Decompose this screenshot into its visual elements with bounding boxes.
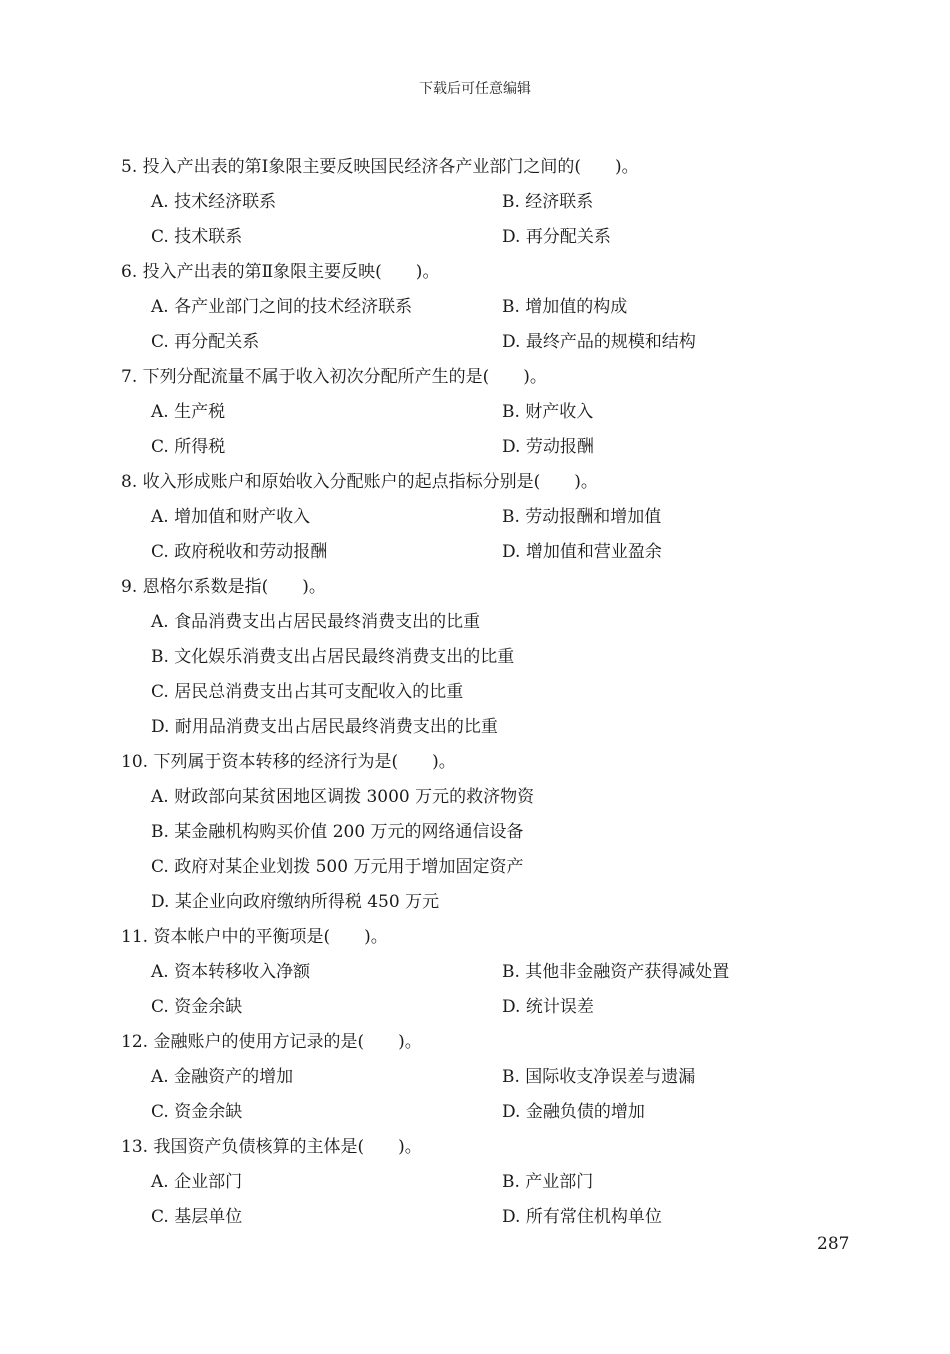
question-8-options-row-2	[121, 535, 821, 570]
question-13-options-row-1	[121, 1165, 821, 1200]
question-12-options-row-1	[121, 1060, 821, 1095]
question-5-stem: 5. 投入产出表的第Ⅰ象限主要反映国民经济各产业部门之间的( )。	[121, 157, 639, 177]
option-b: B. 增加值的构成	[502, 297, 628, 317]
option-b: B. 劳动报酬和增加值	[502, 507, 662, 527]
question-11-options-row-1	[121, 955, 821, 990]
option-c: C. 基层单位	[151, 1207, 243, 1227]
option-d: D. 统计误差	[502, 997, 594, 1017]
option-c: C. 政府税收和劳动报酬	[151, 542, 328, 562]
option-c: C. 政府对某企业划拨 500 万元用于增加固定资产	[151, 857, 524, 877]
option-b: B. 产业部门	[502, 1172, 594, 1192]
option-b: B. 财产收入	[502, 402, 594, 422]
question-6-stem: 6. 投入产出表的第Ⅱ象限主要反映( )。	[121, 262, 440, 282]
question-13-options-row-2	[121, 1200, 821, 1235]
option-a: A. 食品消费支出占居民最终消费支出的比重	[151, 612, 481, 632]
page-header: 下载后可任意编辑	[419, 81, 531, 97]
option-b: B. 国际收支净误差与遗漏	[502, 1067, 696, 1087]
question-list	[121, 150, 821, 1235]
option-a: A. 增加值和财产收入	[151, 507, 311, 527]
option-a: A. 技术经济联系	[151, 192, 277, 212]
option-a: A. 企业部门	[151, 1172, 243, 1192]
question-12-stem: 12. 金融账户的使用方记录的是( )。	[121, 1032, 422, 1052]
question-11-stem: 11. 资本帐户中的平衡项是( )。	[121, 927, 388, 947]
question-6-options-row-2	[121, 325, 821, 360]
question-5-options-row-2	[121, 220, 821, 255]
option-a: A. 金融资产的增加	[151, 1067, 294, 1087]
question-9-stem: 9. 恩格尔系数是指( )。	[121, 577, 326, 597]
option-b: B. 经济联系	[502, 192, 594, 212]
option-b: B. 其他非金融资产获得减处置	[502, 962, 730, 982]
question-11-options-row-2	[121, 990, 821, 1025]
question-7-options-row-2	[121, 430, 821, 465]
option-c: C. 资金余缺	[151, 1102, 243, 1122]
option-d: D. 某企业向政府缴纳所得税 450 万元	[151, 892, 440, 912]
option-a: A. 资本转移收入净额	[151, 962, 311, 982]
question-12-options-row-2	[121, 1095, 821, 1130]
option-d: D. 劳动报酬	[502, 437, 594, 457]
question-7-options-row-1	[121, 395, 821, 430]
option-c: C. 居民总消费支出占其可支配收入的比重	[151, 682, 464, 702]
question-6-options-row-1	[121, 290, 821, 325]
option-d: D. 耐用品消费支出占居民最终消费支出的比重	[151, 717, 498, 737]
question-5-options-row-1	[121, 185, 821, 220]
option-d: D. 再分配关系	[502, 227, 611, 247]
option-c: C. 再分配关系	[151, 332, 260, 352]
option-d: D. 增加值和营业盈余	[502, 542, 662, 562]
question-10-stem: 10. 下列属于资本转移的经济行为是( )。	[121, 752, 456, 772]
option-c: C. 所得税	[151, 437, 226, 457]
option-a: A. 各产业部门之间的技术经济联系	[151, 297, 413, 317]
option-d: D. 金融负债的增加	[502, 1102, 645, 1122]
option-b: B. 某金融机构购买价值 200 万元的网络通信设备	[151, 822, 524, 842]
option-d: D. 所有常住机构单位	[502, 1207, 662, 1227]
option-a: A. 生产税	[151, 402, 226, 422]
question-8-stem: 8. 收入形成账户和原始收入分配账户的起点指标分别是( )。	[121, 472, 598, 492]
option-b: B. 文化娱乐消费支出占居民最终消费支出的比重	[151, 647, 515, 667]
question-7-stem: 7. 下列分配流量不属于收入初次分配所产生的是( )。	[121, 367, 547, 387]
option-d: D. 最终产品的规模和结构	[502, 332, 696, 352]
question-13-stem: 13. 我国资产负债核算的主体是( )。	[121, 1137, 422, 1157]
option-a: A. 财政部向某贫困地区调拨 3000 万元的救济物资	[151, 787, 535, 807]
option-c: C. 资金余缺	[151, 997, 243, 1017]
option-c: C. 技术联系	[151, 227, 243, 247]
page-number: 287	[817, 1234, 850, 1254]
question-8-options-row-1	[121, 500, 821, 535]
